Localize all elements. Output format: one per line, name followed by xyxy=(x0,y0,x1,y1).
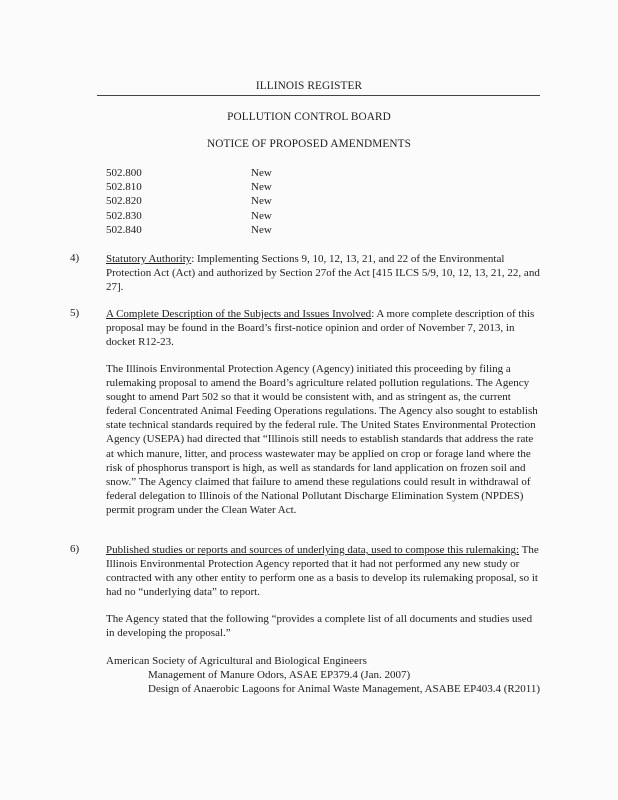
item-6-number: 6) xyxy=(70,543,80,555)
section-status: New xyxy=(251,195,272,208)
item-4-text xyxy=(106,252,542,294)
section-status: New xyxy=(251,181,272,194)
board-title: POLLUTION CONTROL BOARD xyxy=(227,111,391,123)
reference-item: Design of Anaerobic Lagoons for Animal Waste Management, ASABE EP403.4 (R2011) xyxy=(148,683,540,696)
reference-list xyxy=(106,654,542,696)
header-rule xyxy=(97,95,540,96)
section-status: New xyxy=(251,223,272,236)
item-6-text xyxy=(106,543,542,599)
reference-org: American Society of Agricultural and Biological Engineers xyxy=(106,655,367,667)
item-4-heading: Statutory Authority xyxy=(106,253,192,265)
section-number: 502.820 xyxy=(106,195,142,208)
register-title: ILLINOIS REGISTER xyxy=(255,80,363,92)
item-6-body: The Illinois Environmental Protection Agency reported that it had not performed any new study or contracted with any other entity to perform one as a basis to develop its rulemaking proposal, so it had no “underlying data” to report. xyxy=(106,544,539,599)
item-6-heading: Published studies or reports and sources of underlying data, used to compose this rulemaking: xyxy=(106,544,520,556)
item-5-heading: A Complete Description of the Subjects and Issues Involved xyxy=(106,308,372,320)
section-number: 502.840 xyxy=(106,223,142,236)
item-5-paragraph: The Illinois Environmental Protection Agency (Agency) initiated this proceeding by filing a rulemaking proposal to amend the Board’s agriculture related pollution regulations. The Agency sought to amend Part 502 so that it would be consistent with, and as stringent as, the current federal Concentrated Animal Feeding Operations regulations. The Agency also sought to establish state technical standards required by the federal rule. The United States Environmental Protection Agency (USEPA) had directed that “Illinois still needs to establish standards that address the rate at which manure, litter, and process wastewater may be applied on crop or forage land where the risk of phosphorus transport is high, as well as standards for land application on frozen soil and snow.” The Agency claimed that failure to amend these regulations could result in withdrawal of federal delegation to Illinois of the National Pollutant Discharge Elimination System (NPDES) permit program under the Clean Water Act. xyxy=(106,363,538,516)
notice-title: NOTICE OF PROPOSED AMENDMENTS xyxy=(206,138,412,150)
section-status: New xyxy=(251,167,272,179)
item-5-number: 5) xyxy=(70,307,80,319)
item-5-body: : A more complete description of this proposal may be found in the Board’s first-notice opinion and order of November 7, 2013, in docket R12-23. xyxy=(106,308,535,349)
item-5-text xyxy=(106,307,542,349)
item-4-body: : Implementing Sections 9, 10, 12, 13, 21, and 22 of the Environmental Protection Act (Act) and authorized by Section 27of the Act [415 ILCS 5/9, 10, 12, 13, 21, 22, and 27]. xyxy=(106,253,540,294)
section-status: New xyxy=(251,209,272,222)
section-number: 502.830 xyxy=(106,209,142,222)
item-4-number: 4) xyxy=(70,252,80,264)
section-number: 502.800 xyxy=(106,167,142,179)
reference-item: Management of Manure Odors, ASAE EP379.4 (Jan. 2007) xyxy=(148,669,411,682)
section-number: 502.810 xyxy=(106,181,142,194)
item-6-paragraph: The Agency stated that the following “provides a complete list of all documents and studies used in developing the proposal.” xyxy=(106,613,533,640)
